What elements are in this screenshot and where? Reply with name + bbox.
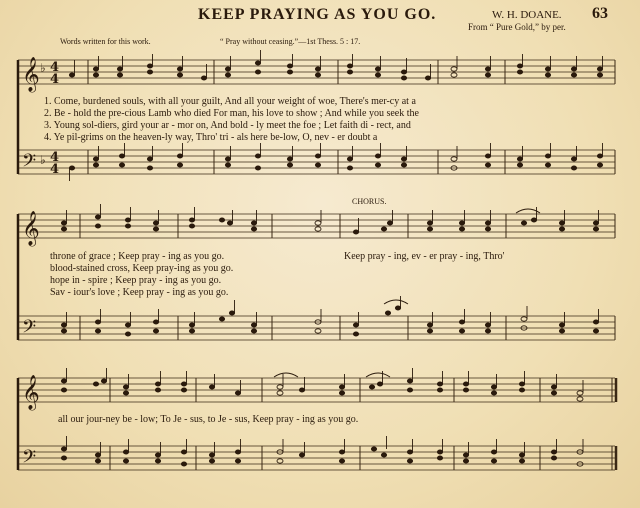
verse-line-3: hope in - spire ; Keep pray - ing as you go. bbox=[50, 275, 222, 286]
chorus-lyric-2: all our jour-ney be - low; To Je - sus, to Je - sus, Keep pray - ing as you go. bbox=[58, 414, 359, 425]
slurs bbox=[274, 209, 540, 377]
treble-clef-icon: 𝄞 bbox=[22, 375, 40, 410]
scripture-reference: “ Pray without ceasing.”—1st Thess. 5 : 17. bbox=[220, 37, 361, 46]
composer-credit: W. H. DOANE. bbox=[492, 9, 562, 21]
verse-line-4: Sav - iour's love ; Keep pray - ing as you go. bbox=[50, 287, 229, 298]
source-credit: From “ Pure Gold,” by per. bbox=[468, 22, 566, 32]
bass-clef-icon: 𝄢 bbox=[22, 447, 37, 472]
verse-line-4: 4. Ye pil-grims on the heaven-ly way, Thro' tri - als here be-low, O, nev - er doubt a bbox=[44, 132, 378, 143]
time-signature-icon: 4 bbox=[50, 162, 60, 177]
treble-clef-icon: 𝄞 bbox=[22, 57, 40, 92]
treble-clef-icon: 𝄞 bbox=[22, 211, 40, 246]
verse-line-1: throne of grace ; Keep pray - ing as you go. bbox=[50, 251, 225, 262]
staff-lines-system3-treble bbox=[18, 378, 615, 402]
staff-lines-system1-treble bbox=[18, 60, 615, 84]
words-credit: Words written for this work. bbox=[60, 37, 151, 46]
bass-clef-icon: 𝄢 bbox=[22, 317, 37, 342]
time-signature-icon: 4 bbox=[50, 72, 60, 87]
verse-line-1: 1. Come, burdened souls, with all your guilt, And all your weight of woe, There's mer-cy at a bbox=[44, 96, 416, 107]
verse-line-2: 2. Be - hold the pre-cious Lamb who died For man, his love to show ; And while you seek the bbox=[44, 108, 419, 119]
hymn-title: KEEP PRAYING AS YOU GO. bbox=[198, 6, 437, 23]
staff-lines-system1-bass bbox=[18, 150, 615, 174]
chorus-lyric-1: Keep pray - ing, ev - er pray - ing, Thro' bbox=[344, 251, 505, 262]
verse-line-3: 3. Young sol-diers, gird your ar - mor on, And bold - ly meet the foe ; Let faith di - rect, and bbox=[44, 120, 411, 131]
flat-key-icon: ♭ bbox=[40, 153, 46, 167]
flat-key-icon: ♭ bbox=[40, 61, 46, 75]
time-signature-icon: 4 bbox=[50, 150, 60, 165]
verse-line-2: blood-stained cross, Keep pray-ing as you go. bbox=[50, 263, 234, 274]
time-signature-icon: 4 bbox=[50, 60, 60, 75]
staff-lines-system3-bass bbox=[18, 446, 615, 470]
page-number: 63 bbox=[592, 5, 608, 22]
staff-lines-system2-treble bbox=[18, 214, 615, 238]
chorus-label: CHORUS. bbox=[352, 197, 387, 206]
bass-clef-icon: 𝄢 bbox=[22, 151, 37, 176]
